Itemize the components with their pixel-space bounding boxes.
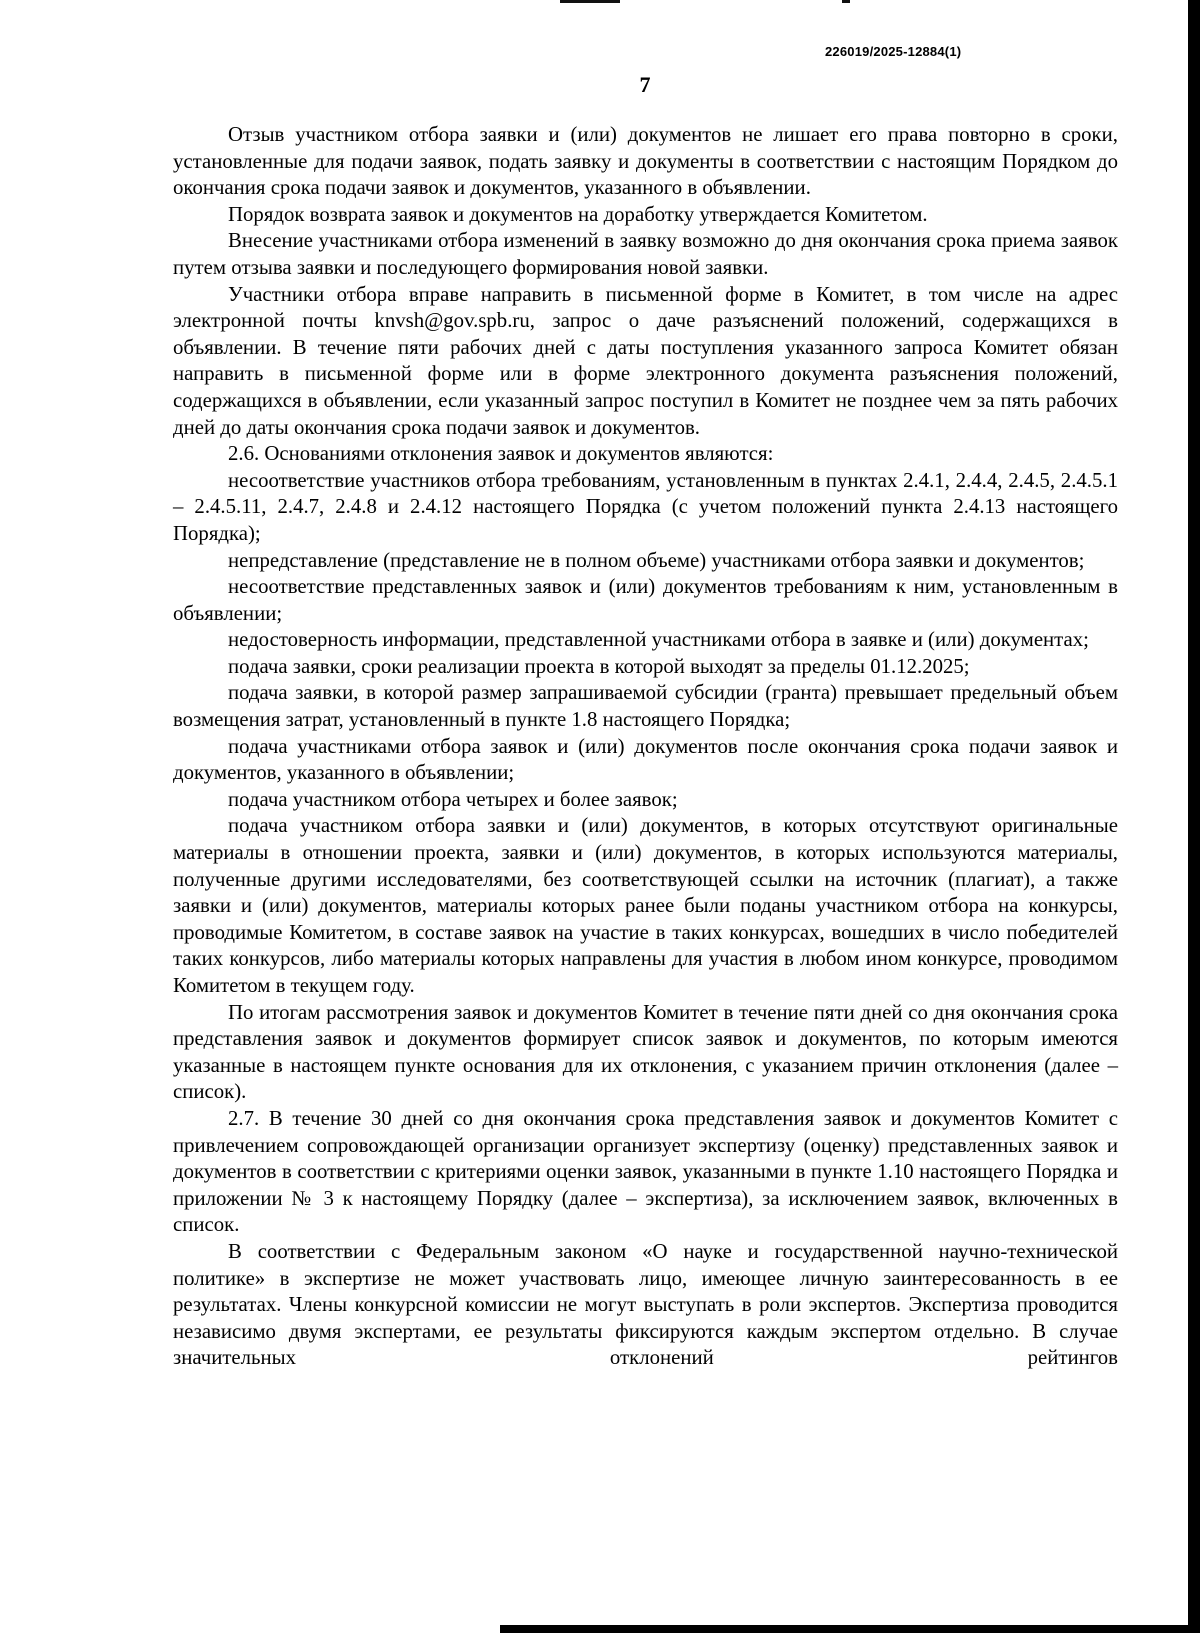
document-registration-number: 226019/2025-12884(1) [825, 44, 962, 59]
rejection-reason-late-submission: подача участниками отбора заявок и (или) документов после окончания срока подачи заявок и документов, указанного в объявлении; [173, 734, 1118, 785]
scan-artifact-bottom-edge [500, 1625, 1200, 1633]
rejection-reason-deadline-exceeded: подача заявки, сроки реализации проекта в которой выходят за пределы 01.12.2025; [228, 654, 970, 678]
paragraph-section-2-6: 2.6. Основаниями отклонения заявок и документов являются: [228, 442, 774, 466]
paragraph-return-procedure: Порядок возврата заявок и документов на доработку утверждается Комитетом. [228, 202, 928, 226]
paragraph-section-2-7: 2.7. В течение 30 дней со дня окончания срока представления заявок и документов Комитет с привлечением сопровождающей организации организует экспертизу (оценку) представленных заявок и документов в соответствии с критериями оценки заявок, указанными в пункте 1.10 настоящего Порядка и приложении № 3 к настоящему Порядку (далее – экспертиза), за исключением заявок, включенных в список. [173, 1106, 1118, 1237]
rejection-reason-noncompliance: несоответствие представленных заявок и (или) документов требованиям к ним, установленным в объявлении; [173, 575, 1118, 625]
scan-artifact-top-small [842, 0, 850, 3]
rejection-reason-plagiarism: подача участником отбора заявки и (или) документов, в которых отсутствуют оригинальные материалы в отношении проекта, заявки и (или) документов, в которых используются материалы, полученные другими исследователями, без соответствующей ссылки на источник (плагиат), а также заявки и (или) документов, материалы которых ранее были поданы участником отбора на конкурсы, проводимые Комитетом, в составе заявок на участие в таких конкурсах, вошедших в число победителей таких конкурсов, либо материалы которых направлены для участия в любом ином конкурсе, проводимом Комитетом в текущем году. [173, 814, 1118, 997]
document-body [173, 122, 1118, 1372]
paragraph-clarification-request: Участники отбора вправе направить в письменной форме в Комитет, в том числе на адрес электронной почты knvsh@gov.spb.ru, запрос о даче разъяснений положений, содержащихся в объявлении. В течение пяти рабочих дней с даты поступления указанного запроса Комитет обязан направить в письменной форме или в форме электронного документа разъяснения положений, содержащихся в объявлении, если указанный запрос поступил в Комитет не позднее чем за пять рабочих дней до даты окончания срока подачи заявок и документов. [173, 282, 1118, 439]
scan-artifact-right-edge [1188, 0, 1200, 1633]
rejection-reason-requirements: несоответствие участников отбора требованиям, установленным в пунктах 2.4.1, 2.4.4, 2.4.5, 2.4.5.1 – 2.4.5.11, 2.4.7, 2.4.8 и 2.4.12 настоящего Порядка (с учетом положений пункта 2.4.13 настоящего Порядка); [173, 468, 1118, 545]
paragraph-changes: Внесение участниками отбора изменений в заявку возможно до дня окончания срока приема заявок путем отзыва заявки и последующего формирования новой заявки. [173, 229, 1118, 279]
rejection-reason-too-many: подача участником отбора четырех и более заявок; [228, 787, 678, 811]
rejection-reason-inaccuracy: недостоверность информации, представленной участниками отбора в заявке и (или) документах; [228, 628, 1089, 652]
paragraph-withdrawal: Отзыв участником отбора заявки и (или) документов не лишает его права повторно в сроки, установленные для подачи заявок, подать заявку и документы в соответствии с настоящим Порядком до окончания срока подачи заявок и документов, указанного в объявлении. [173, 123, 1118, 200]
page-number: 7 [639, 72, 651, 97]
scan-artifact-top [560, 0, 620, 3]
rejection-reason-amount-exceeded: подача заявки, в которой размер запрашиваемой субсидии (гранта) превышает предельный объем возмещения затрат, установленный в пункте 1.8 настоящего Порядка; [173, 681, 1118, 732]
rejection-reason-incomplete: непредставление (представление не в полном объеме) участниками отбора заявки и документов; [228, 548, 1085, 572]
paragraph-expertise: В соответствии с Федеральным законом «О науке и государственной научно-технической политике» в экспертизе не может участвовать лицо, имеющее личную заинтересованность в ее результатах. Члены конкурсной комиссии не могут выступать в роли экспертов. Экспертиза проводится независимо двумя экспертами, ее результаты фиксируются каждым экспертом отдельно. В случае значительных отклонений рейтингов [173, 1239, 1118, 1370]
paragraph-rejection-list: По итогам рассмотрения заявок и документов Комитет в течение пяти дней со дня окончания срока представления заявок и документов формирует список заявок и документов, по которым имеются указанные в настоящем пункте основания для их отклонения, с указанием причин отклонения (далее – список). [173, 1000, 1118, 1104]
